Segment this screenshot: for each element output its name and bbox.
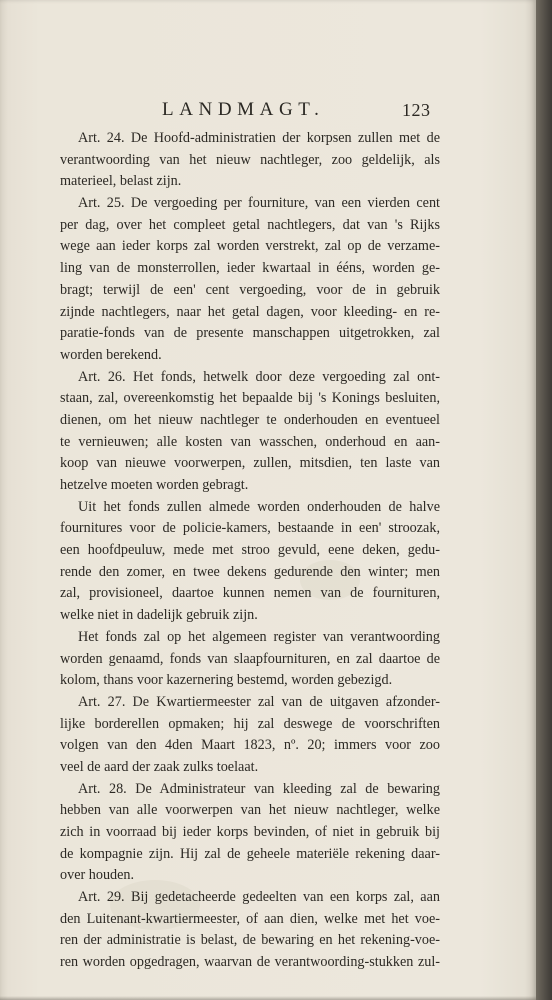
text-line: fournitures voor de policie-kamers, bestaande in een' stroozak, <box>60 520 440 537</box>
text-line: hebben van alle voorwerpen van het nieuw nachtleger, welke <box>60 802 440 819</box>
body-text <box>60 128 440 974</box>
text-line: veel de aard der zaak zulks toelaat. <box>60 758 259 775</box>
book-spine <box>536 0 552 1000</box>
text-line: Art. 24. De Hoofd-administratien der korpsen zullen met de <box>78 130 440 146</box>
text-line: ling van de monsterrollen, ieder kwartaal in ééns, worden ge- <box>60 260 440 277</box>
text-line: Art. 26. Het fonds, hetwelk door deze vergoeding zal ont- <box>78 368 440 385</box>
running-head: LANDMAGT. <box>162 99 325 120</box>
text-line: ren worden opgedragen, waarvan de verantwoording-stukken zul- <box>60 954 440 971</box>
text-line: kolom, thans voor kazernering bestemd, worden gebezigd. <box>60 672 393 689</box>
text-line: lijke borderellen opmaken; hij zal deswege de voorschriften <box>60 715 440 732</box>
text-line: per dag, over het compleet getal nachtlegers, dat van 's Rijks <box>60 216 440 233</box>
text-line: een hoofdpeuluw, mede met stroo gevuld, eene deken, gedu- <box>60 542 440 559</box>
text-line: Art. 27. De Kwartiermeester zal van de uitgaven afzonder- <box>78 693 440 710</box>
text-line: wege aan ieder korps zal worden verstrekt, zal op de verzame- <box>60 238 440 255</box>
text-line: koop van nieuwe voorwerpen, zullen, mitsdien, ten laste van <box>60 455 440 472</box>
text-line: Uit het fonds zullen almede worden onderhouden de halve <box>78 498 440 515</box>
text-line: Art. 25. De vergoeding per fourniture, van een vierden cent <box>78 195 440 212</box>
text-line: worden berekend. <box>60 346 162 363</box>
text-line: de kompagnie zijn. Hij zal de geheele materiële rekening daar- <box>60 845 440 862</box>
text-line: materieel, belast zijn. <box>60 173 182 190</box>
text-line: rende den zomer, en twee dekens gedurende den winter; men <box>60 563 440 580</box>
text-line: Het fonds zal op het algemeen register van verantwoording <box>78 628 440 645</box>
page-number: 123 <box>402 100 431 120</box>
text-line: over houden. <box>60 867 135 884</box>
text-line: zijnde nachtlegers, naar het getal dagen, voor kleeding- en re- <box>60 303 440 320</box>
text-line: zal, provisioneel, daartoe kunnen nemen van de fournituren, <box>60 585 440 602</box>
text-line: zich in voorraad bij ieder korps bevinden, of niet in gebruik bij <box>60 824 440 840</box>
text-line: staan, zal, overeenkomstig het bepaalde bij 's Konings besluiten, <box>60 390 440 407</box>
text-line: worden genaamd, fonds van slaapfournituren, en zal daartoe de <box>60 650 440 667</box>
text-line: Art. 28. De Administrateur van kleeding zal de bewaring <box>78 780 440 797</box>
text-line: ren der administratie is belast, de bewaring en het rekening-voe- <box>60 932 440 949</box>
text-line: verantwoording van het nieuw nachtleger, zoo geldelijk, als <box>60 151 440 168</box>
page-edge <box>0 996 536 1000</box>
text-line: Art. 29. Bij gedetacheerde gedeelten van een korps zal, aan <box>78 889 440 906</box>
text-line: den Luitenant-kwartiermeester, of aan dien, welke met het voe- <box>60 910 440 927</box>
text-line: hetzelve moeten worden gebragt. <box>60 477 249 493</box>
text-line: volgen van den 4den Maart 1823, nº. 20; immers voor zoo <box>60 737 440 754</box>
text-line: te vernieuwen; alle kosten van wasschen, onderhoud en aan- <box>60 433 440 450</box>
text-line: dienen, om het nieuw nachtleger te onderhouden en eventueel <box>60 411 440 428</box>
text-line: paratie-fonds van de presente manschappen uitgetrokken, zal <box>60 325 440 342</box>
text-line: bragt; terwijl de een' cent vergoeding, voor de in gebruik <box>60 281 440 298</box>
text-line: welke niet in dadelijk gebruik zijn. <box>60 607 258 624</box>
